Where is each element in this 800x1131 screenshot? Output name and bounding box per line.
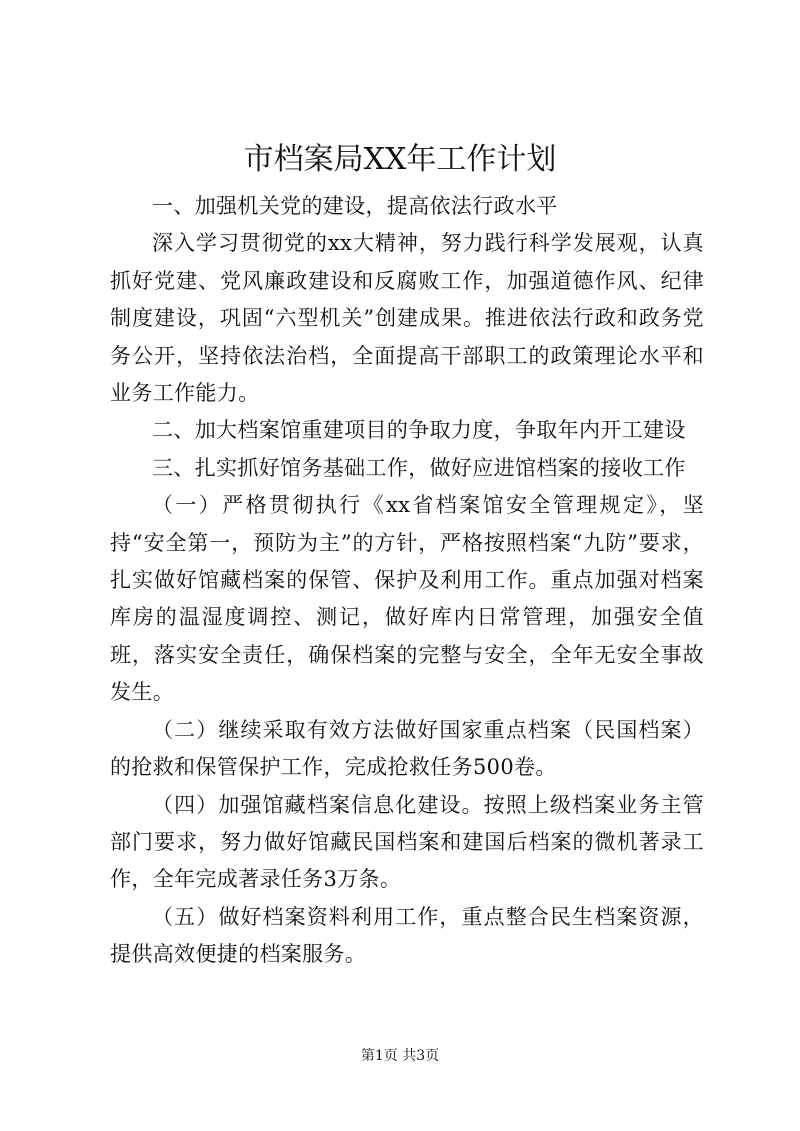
body-paragraph: （五）做好档案资料利用工作，重点整合民生档案资源，提供高效便捷的档案服务。 [110,904,704,967]
document-title: 市档案局XX年工作计划 [243,142,557,177]
body-paragraph: （二）继续采取有效方法做好国家重点档案（民国档案）的抢救和保管保护工作，完成抢救任务500卷。 [110,717,704,780]
section-heading-3: 三、扎实抓好馆务基础工作，做好应进馆档案的接收工作 [152,455,686,480]
section-heading-2: 二、加大档案馆重建项目的争取力度，争取年内开工建设 [152,418,686,443]
body-paragraph: （一）严格贯彻执行《xx省档案馆安全管理规定》，坚持“安全第一，预防为主”的方针，严格按照档案“九防”要求，扎实做好馆藏档案的保管、保护及利用工作。重点加强对档案库房的温湿度调控、测记，做好库内日常管理，加强安全值班，落实安全责任，确保档案的完整与安全，全年无安全事故发生。 [110,493,704,705]
document-body [110,188,704,974]
section-heading-1: 一、加强机关党的建设，提高依法行政水平 [152,194,558,218]
page-number-footer: 第1页 共3页 [360,1048,440,1064]
body-paragraph: （四）加强馆藏档案信息化建设。按照上级档案业务主管部门要求，努力做好馆藏民国档案和建国后档案的微机著录工作，全年完成著录任务3万条。 [110,792,704,892]
body-paragraph: 深入学习贯彻党的xx大精神，努力践行科学发展观，认真抓好党建、党风廉政建设和反腐败工作，加强道德作风、纪律制度建设，巩固“六型机关”创建成果。推进依法行政和政务党务公开，坚持依法治档，全面提高干部职工的政策理论水平和业务工作能力。 [110,231,704,406]
